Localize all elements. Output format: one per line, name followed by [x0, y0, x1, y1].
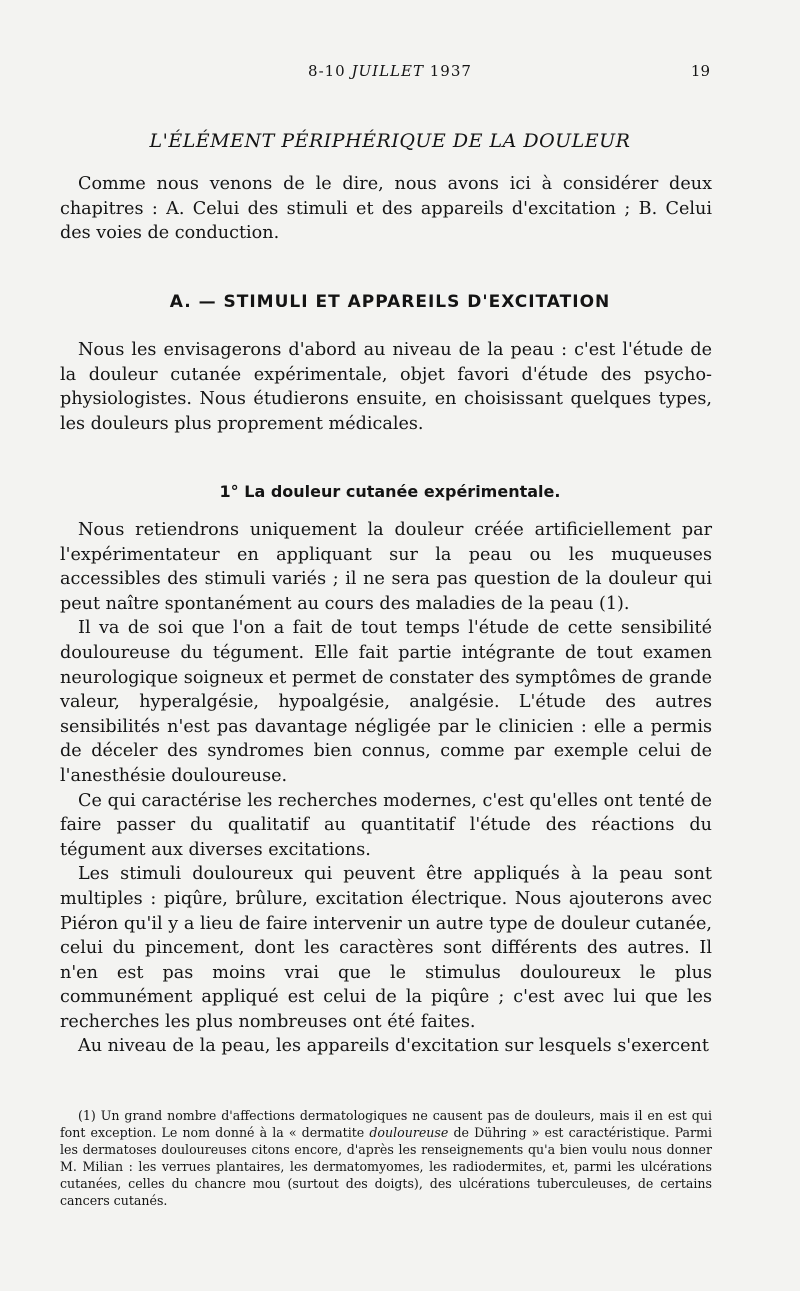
stimuli-block	[60, 338, 712, 436]
paragraph: Les stimuli douloureux qui peuvent être appliqués à la peau sont multiples : piqûre, brûlure, excitation électrique. Nous ajouterons avec Piéron qu'il y a lieu de faire intervenir un autre type de douleur cutanée, celui du pincement, dont les caractères sont différents des autres. Il n'en est pas moins vrai que le stimulus douloureux le plus communément appliqué est celui de la piqûre ; c'est avec lui que les recherches les plus nombreuses ont été faites.	[60, 864, 712, 1032]
intro-block	[60, 172, 712, 246]
intro-paragraph: Comme nous venons de le dire, nous avons ici à considérer deux chapitres : A. Celui des stimuli et des appareils d'excitation ; B. Celui des voies de conduction.	[60, 174, 712, 244]
running-head-month: JUILLET	[351, 62, 424, 80]
footnote-tail: de Dühring » est caractéristique. Parmi les dermatoses douloureuses citons encore, d'après les renseignements qu'a bien voulu nous donner M. Milian : les verrues plantaires, les dermatomyomes, les radiodermites, et, parmi les ulcérations cutanées, celles du chancre mou (surtout des doigts), des ulcérations tuberculeuses, de certains cancers cutanés.	[60, 1125, 712, 1208]
heading-experimental-pain: 1° La douleur cutanée expérimentale.	[219, 482, 561, 501]
running-head	[60, 62, 720, 80]
running-head-dates: 8-10	[308, 62, 346, 80]
section-title: L'ÉLÉMENT PÉRIPHÉRIQUE DE LA DOULEUR	[149, 130, 631, 152]
main-text-block	[60, 518, 712, 1059]
footnote-italic: douloureuse	[369, 1125, 449, 1140]
stimuli-paragraph: Nous les envisagerons d'abord au niveau de la peau : c'est l'étude de la douleur cutanée expérimentale, objet favori d'étude des psycho-physiologistes. Nous étudierons ensuite, en choisissant quelques types, les douleurs plus proprement médicales.	[60, 340, 712, 434]
footnote-text	[60, 1107, 712, 1209]
page-number: 19	[690, 62, 710, 80]
paragraph: Nous retiendrons uniquement la douleur créée artificiellement par l'expérimentateur en appliquant sur la peau ou les muqueuses accessibles des stimuli variés ; il ne sera pas question de la douleur qui peut naître spontanément au cours des maladies de la peau (1).	[60, 520, 712, 614]
paragraph: Il va de soi que l'on a fait de tout temps l'étude de cette sensibilité douloureuse du tégument. Elle fait partie intégrante de tout examen neurologique soigneux et permet de constater des symptômes de grande valeur, hyperalgésie, hypoalgésie, analgésie. L'étude des autres sensibilités n'est pas davantage négligée par le clinicien : elle a permis de déceler des syndromes bien connus, comme par exemple celui de l'anesthésie douloureuse.	[60, 618, 712, 786]
running-head-year: 1937	[429, 62, 472, 80]
paragraph: Au niveau de la peau, les appareils d'excitation sur lesquels s'exercent	[78, 1036, 709, 1057]
heading-stimuli: A. — STIMULI ET APPAREILS D'EXCITATION	[169, 292, 611, 312]
footnote	[60, 1107, 712, 1209]
paragraph: Ce qui caractérise les recherches modernes, c'est qu'elles ont tenté de faire passer du qualitatif au quantitatif l'étude des réactions du tégument aux diverses excitations.	[60, 790, 712, 860]
footnote-lead: (1) Un grand nombre d'affections dermatologiques ne causent pas de douleurs, mais il en est qui font exception. Le nom donné à la « dermatite	[60, 1108, 712, 1140]
